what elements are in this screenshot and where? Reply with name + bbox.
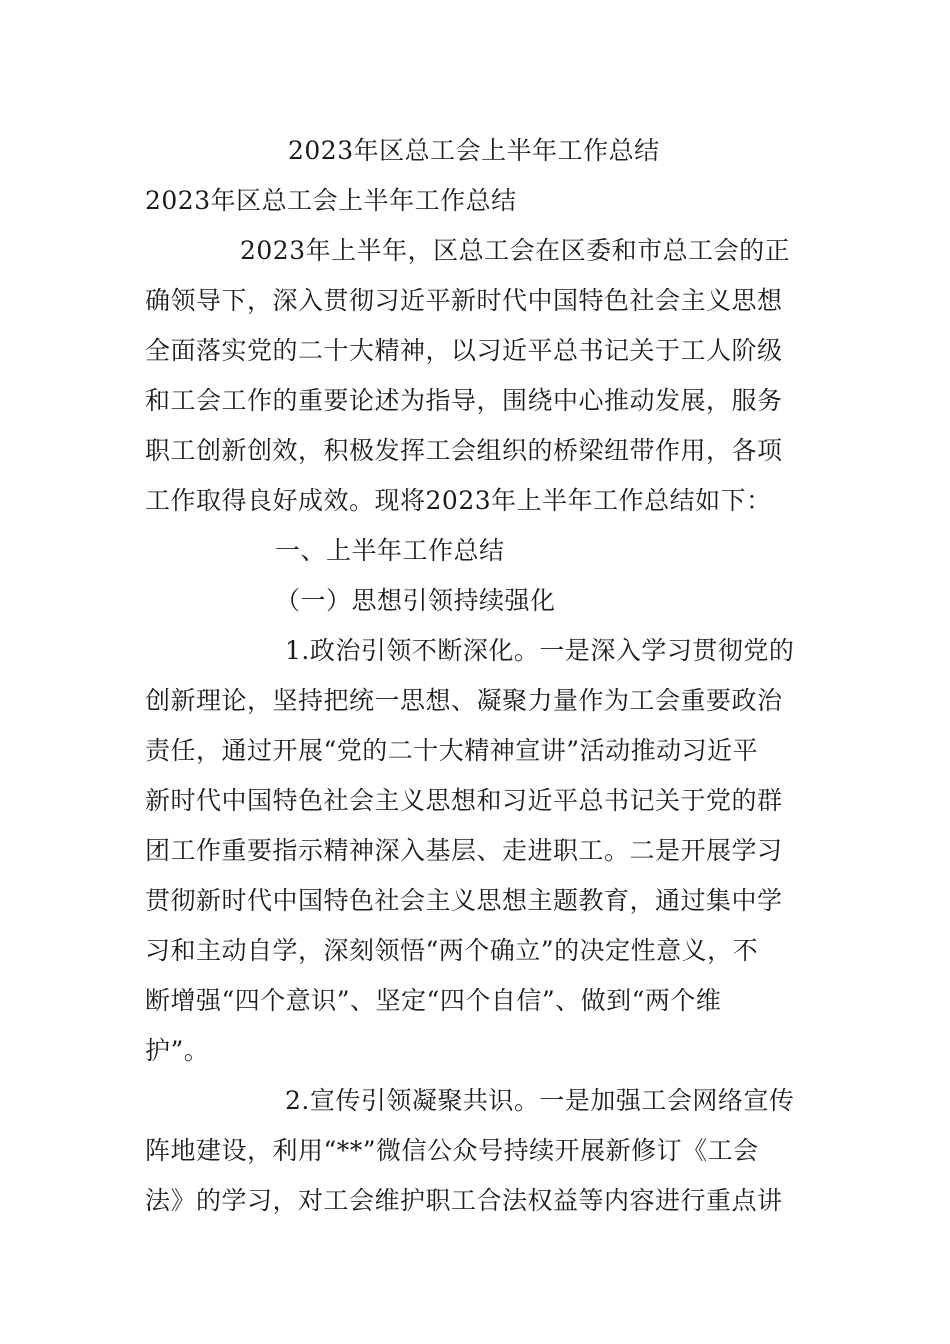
paragraph-3-line-2: 阵地建设，利用“**”微信公众号持续开展新修订《工会 — [145, 1136, 759, 1165]
paragraph-1-line-1: 2023年上半年，区总工会在区委和市总工会的正 — [240, 236, 791, 265]
paragraph-2-line-2: 创新理论，坚持把统一思想、凝聚力量作为工会重要政治 — [145, 686, 783, 715]
paragraph-2-line-3: 责任，通过开展“党的二十大精神宣讲”活动推动习近平 — [145, 736, 759, 765]
paragraph-1-line-3: 全面落实党的二十大精神，以习近平总书记关于工人阶级 — [145, 336, 783, 365]
paragraph-2-line-8: 断增强“四个意识”、坚定“四个自信”、做到“两个维 — [145, 986, 722, 1015]
paragraph-2-line-7: 习和主动自学，深刻领悟“两个确立”的决定性意义，不 — [145, 936, 759, 965]
paragraph-2-line-1: 1.政治引领不断深化。一是深入学习贯彻党的 — [285, 636, 795, 665]
paragraph-1-line-2: 确领导下，深入贯彻习近平新时代中国特色社会主义思想 — [145, 286, 783, 315]
paragraph-1-line-6: 工作取得良好成效。现将2023年上半年工作总结如下： — [145, 486, 772, 515]
paragraph-2-line-4: 新时代中国特色社会主义思想和习近平总书记关于党的群 — [145, 786, 783, 815]
paragraph-2-line-9: 护”。 — [145, 1036, 210, 1065]
section-heading-1: 一、上半年工作总结 — [275, 536, 505, 565]
paragraph-1-line-5: 职工创新创效，积极发挥工会组织的桥梁纽带作用，各项 — [145, 436, 783, 465]
paragraph-2-line-6: 贯彻新时代中国特色社会主义思想主题教育，通过集中学 — [145, 886, 783, 915]
document-subtitle: 2023年区总工会上半年工作总结 — [145, 186, 517, 215]
paragraph-1-line-4: 和工会工作的重要论述为指导，围绕中心推动发展，服务 — [145, 386, 783, 415]
paragraph-2-line-5: 团工作重要指示精神深入基层、走进职工。二是开展学习 — [145, 836, 783, 865]
paragraph-3-line-3: 法》的学习，对工会维护职工合法权益等内容进行重点讲 — [145, 1186, 783, 1215]
paragraph-3-line-1: 2.宣传引领凝聚共识。一是加强工会网络宣传 — [285, 1086, 795, 1115]
document-title: 2023年区总工会上半年工作总结 — [288, 136, 660, 165]
subsection-heading-1: （一）思想引领持续强化 — [275, 586, 556, 615]
